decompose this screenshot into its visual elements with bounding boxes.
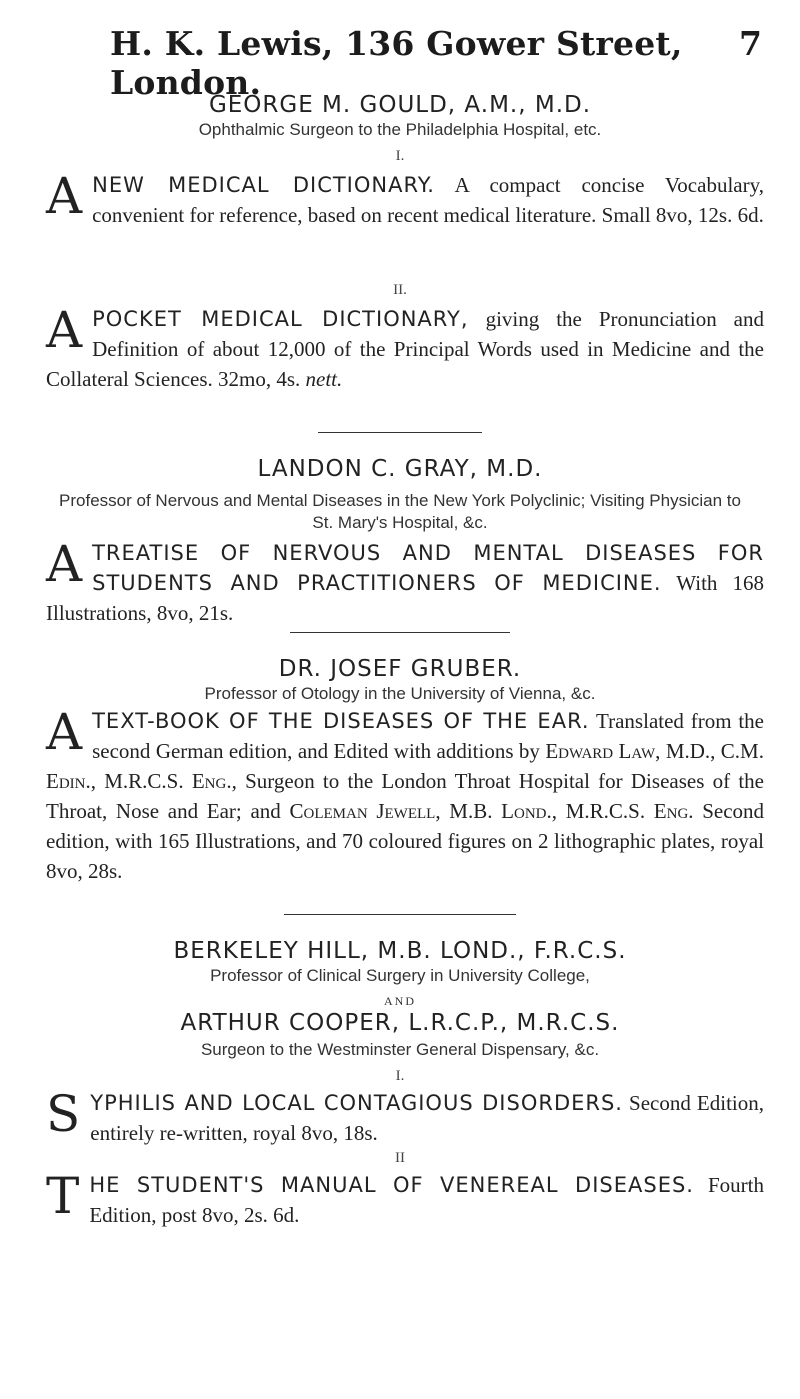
book-description: M.B. — [449, 799, 493, 823]
book-description: Second edition, with 165 Illustrations, and 70 coloured figures on 2 lithographic plates, royal 8vo, 28s. — [46, 799, 765, 883]
drop-initial: A — [46, 301, 83, 359]
book-title: TREATISE OF NERVOUS AND MENTAL DISEASES FOR STUDENTS AND PRACTITIONERS OF MEDICINE. — [92, 541, 764, 595]
author-heading: DR. JOSEF GRUBER. — [278, 656, 522, 682]
book-entry — [46, 703, 765, 886]
editor-name: Coleman Jewell, — [289, 799, 441, 823]
drop-initial: S — [46, 1085, 81, 1143]
book-title: NEW MEDICAL DICTIONARY. — [92, 173, 435, 197]
entry-numeral: I. — [395, 148, 405, 164]
book-entry — [46, 1167, 765, 1230]
section-divider — [290, 632, 510, 633]
entry-numeral: I. — [395, 1068, 405, 1084]
price-note: nett. — [305, 367, 343, 391]
book-description: M.R.C.S. — [104, 769, 184, 793]
author-heading: GEORGE M. GOULD, A.M., M.D. — [208, 92, 592, 118]
author-role: Professor of Otology in the University of Vienna, &c. — [204, 684, 596, 703]
drop-initial: A — [46, 167, 83, 225]
book-description: giving the Pronunciation and Definition of about 12,000 of the Principal Words used in Medicine and the Collateral Sciences. 32mo, 4s. — [46, 307, 765, 391]
page-number: 7 — [739, 24, 762, 63]
book-description: Translated from the second German edition, and Edited with additions by — [92, 709, 764, 763]
book-title: HE STUDENT'S MANUAL OF VENEREAL DISEASES. — [89, 1173, 694, 1197]
book-description: Surgeon to the London Throat Hospital for Diseases of the Throat, Nose and Ear; and — [46, 769, 764, 823]
book-description: Fourth Edition, post 8vo, 2s. 6d. — [89, 1173, 765, 1227]
author-role: Professor of Clinical Surgery in University College, — [210, 966, 590, 985]
drop-initial: A — [46, 703, 83, 761]
entry-numeral: II — [395, 1150, 405, 1166]
book-entry — [46, 301, 765, 394]
drop-initial: T — [46, 1167, 80, 1225]
and-connector: AND — [384, 994, 416, 1008]
section-divider — [318, 432, 482, 433]
book-entry — [46, 167, 764, 230]
author-role: Ophthalmic Surgeon to the Philadelphia Hospital, etc. — [198, 120, 602, 139]
author-heading: BERKELEY HILL, M.B. LOND., F.R.C.S. — [173, 938, 627, 964]
book-description: M.R.C.S. — [565, 799, 646, 823]
degree-abbreviation: Eng., — [191, 769, 237, 793]
degree-abbreviation: Eng. — [653, 799, 694, 823]
book-description: Second Edition, entirely re-written, royal 8vo, 18s. — [90, 1091, 765, 1145]
author-heading: ARTHUR COOPER, L.R.C.P., M.R.C.S. — [180, 1010, 620, 1036]
author-role: Professor of Nervous and Mental Diseases in the New York Polyclinic; Visiting Physician to St. Mary's Hospital, &c. — [59, 491, 741, 532]
author-heading: LANDON C. GRAY, M.D. — [257, 456, 543, 482]
book-entry — [46, 1085, 765, 1148]
editor-name: Edward Law, — [545, 739, 661, 763]
degree-abbreviation: Edin., — [46, 769, 96, 793]
author-role: Surgeon to the Westminster General Dispensary, &c. — [200, 1040, 600, 1059]
drop-initial: A — [46, 535, 83, 593]
section-divider — [284, 914, 516, 915]
book-description: With 168 Illustrations, 8vo, 21s. — [46, 571, 765, 625]
running-head-title: H. K. Lewis, 136 Gower Street, London. — [110, 24, 683, 102]
book-description: M.D., C.M. — [665, 739, 764, 763]
entry-numeral: II. — [393, 282, 407, 298]
book-title: POCKET MEDICAL DICTIONARY, — [92, 307, 469, 331]
book-title: YPHILIS AND LOCAL CONTAGIOUS DISORDERS. — [90, 1091, 623, 1115]
book-description: A compact concise Vocabulary, convenient for reference, based on recent medical literature. Small 8vo, 12s. 6d. — [92, 173, 764, 227]
degree-abbreviation: Lond., — [501, 799, 557, 823]
book-title: TEXT-BOOK OF THE DISEASES OF THE EAR. — [92, 709, 590, 733]
book-entry — [46, 535, 765, 628]
